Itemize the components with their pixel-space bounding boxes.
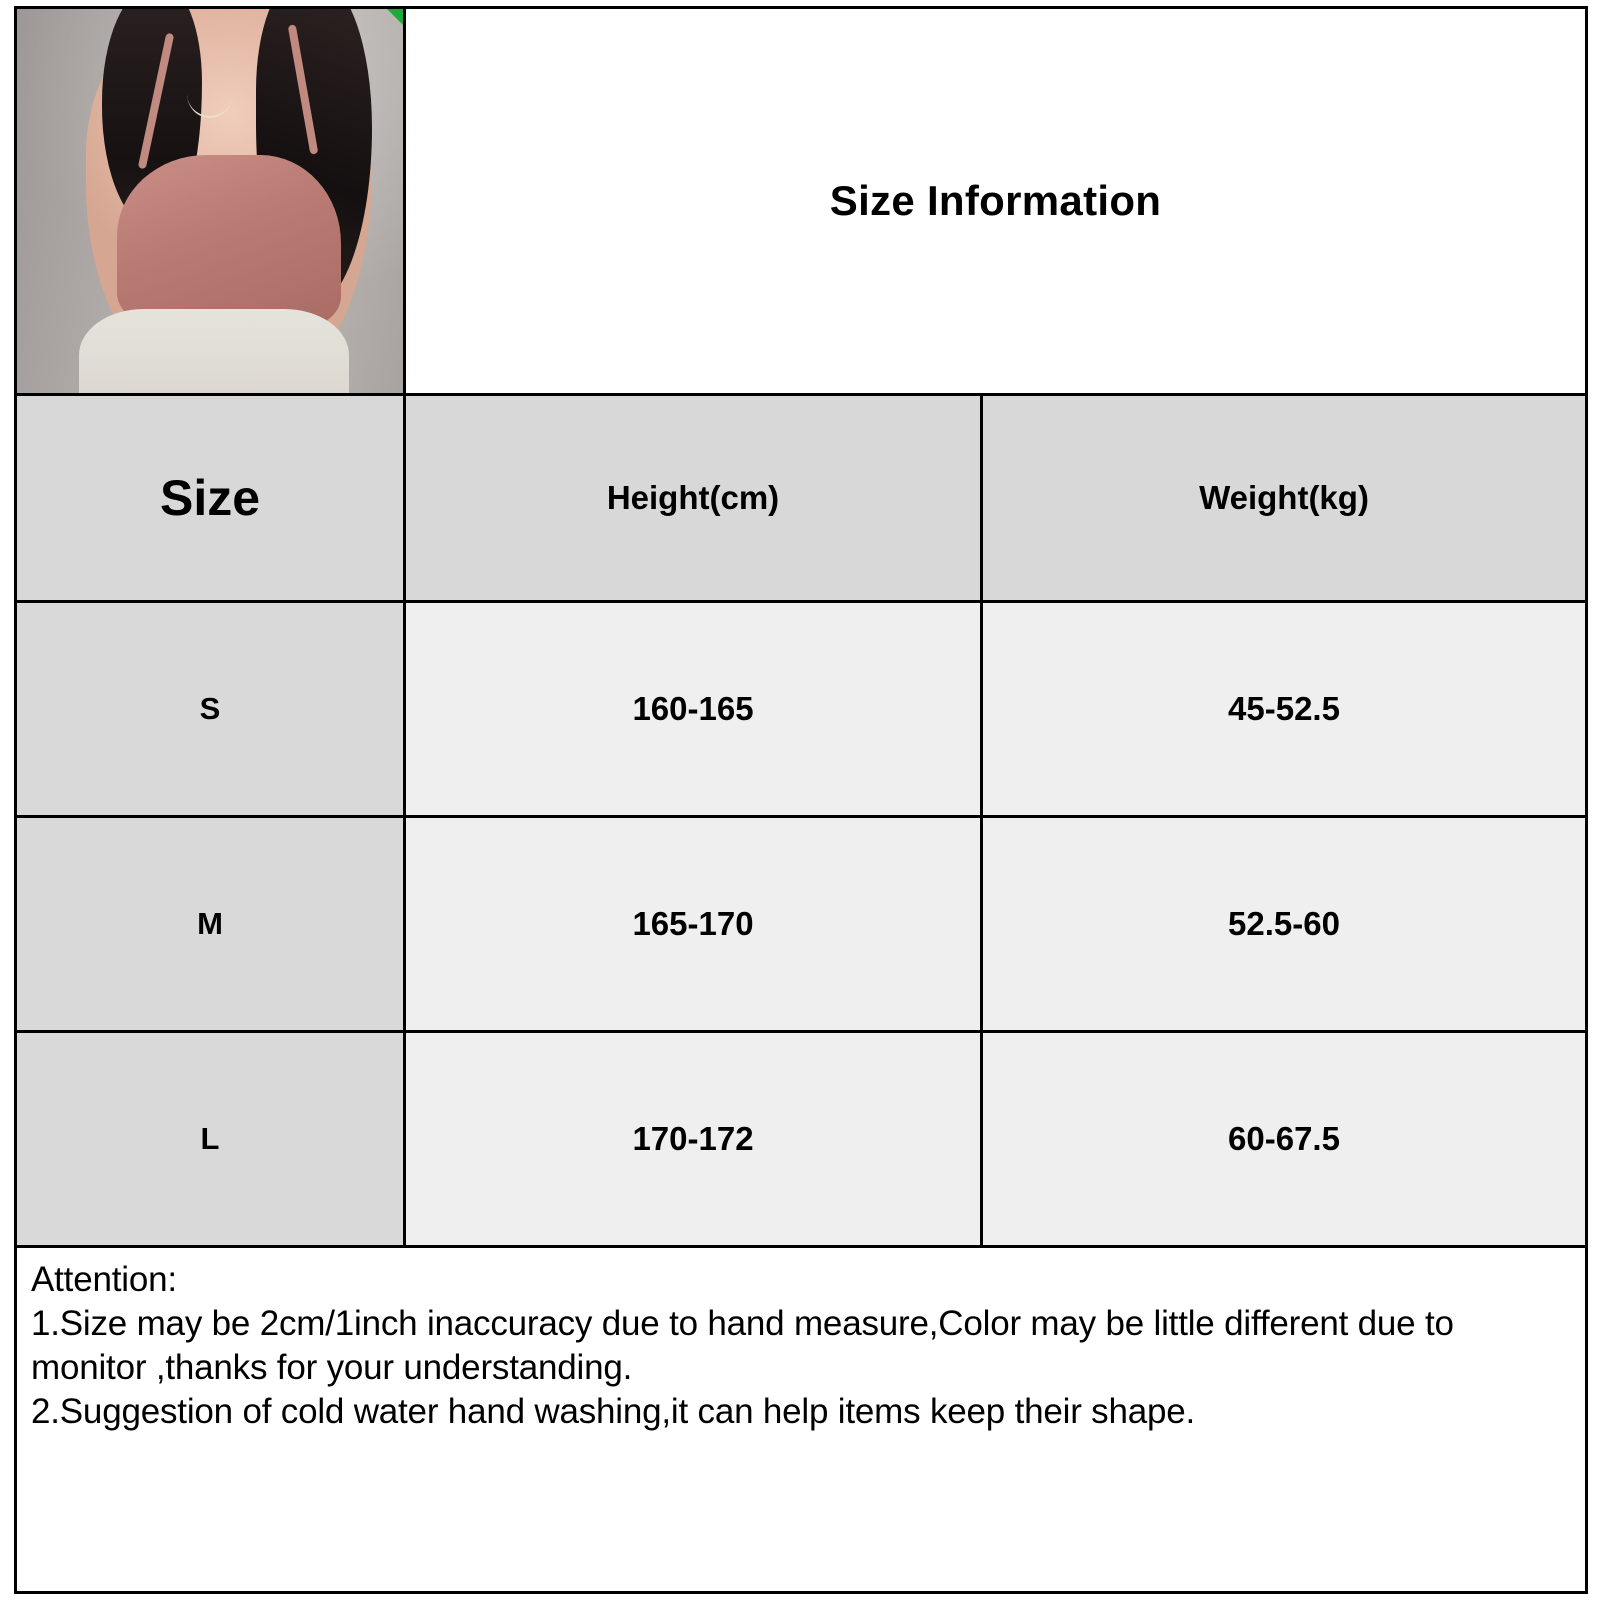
attention-line-1: 1.Size may be 2cm/1inch inaccuracy due to hand measure,Color may be little different due to monitor ,thanks for your understanding. bbox=[31, 1304, 1454, 1388]
size-value: L bbox=[200, 1121, 220, 1156]
cell-size bbox=[17, 1033, 406, 1245]
weight-value: 60-67.5 bbox=[1228, 1120, 1340, 1157]
size-value: S bbox=[199, 691, 221, 726]
table-header-row bbox=[17, 396, 1585, 603]
cell-size bbox=[17, 603, 406, 815]
weight-value: 52.5-60 bbox=[1228, 905, 1340, 942]
column-header-size bbox=[17, 396, 406, 600]
page-title: Size Information bbox=[829, 177, 1162, 224]
column-header-size-label: Size bbox=[159, 470, 261, 526]
weight-value: 45-52.5 bbox=[1228, 690, 1340, 727]
cell-height bbox=[406, 603, 983, 815]
table-row bbox=[17, 1033, 1585, 1248]
column-header-weight bbox=[983, 396, 1585, 600]
attention-heading: Attention: bbox=[31, 1260, 177, 1299]
title-cell bbox=[406, 9, 1585, 393]
height-value: 160-165 bbox=[632, 690, 754, 727]
table-top-row bbox=[17, 9, 1585, 396]
column-header-weight-label: Weight(kg) bbox=[1199, 479, 1369, 516]
cell-height bbox=[406, 818, 983, 1030]
size-information-table bbox=[14, 6, 1588, 1594]
cell-height bbox=[406, 1033, 983, 1245]
attention-block bbox=[17, 1248, 1585, 1591]
height-value: 170-172 bbox=[632, 1120, 754, 1157]
cell-weight bbox=[983, 603, 1585, 815]
size-value: M bbox=[197, 906, 223, 941]
photo-camisole bbox=[117, 155, 341, 332]
table-row bbox=[17, 818, 1585, 1033]
attention-line-2: 2.Suggestion of cold water hand washing,it can help items keep their shape. bbox=[31, 1392, 1196, 1432]
table-row bbox=[17, 603, 1585, 818]
photo-skirt bbox=[79, 309, 349, 393]
column-header-height-label: Height(cm) bbox=[606, 479, 780, 516]
cell-size bbox=[17, 818, 406, 1030]
green-corner-marker-icon bbox=[387, 9, 403, 25]
height-value: 165-170 bbox=[632, 905, 754, 942]
cell-weight bbox=[983, 818, 1585, 1030]
column-header-height bbox=[406, 396, 983, 600]
cell-weight bbox=[983, 1033, 1585, 1245]
product-photo bbox=[17, 9, 406, 393]
